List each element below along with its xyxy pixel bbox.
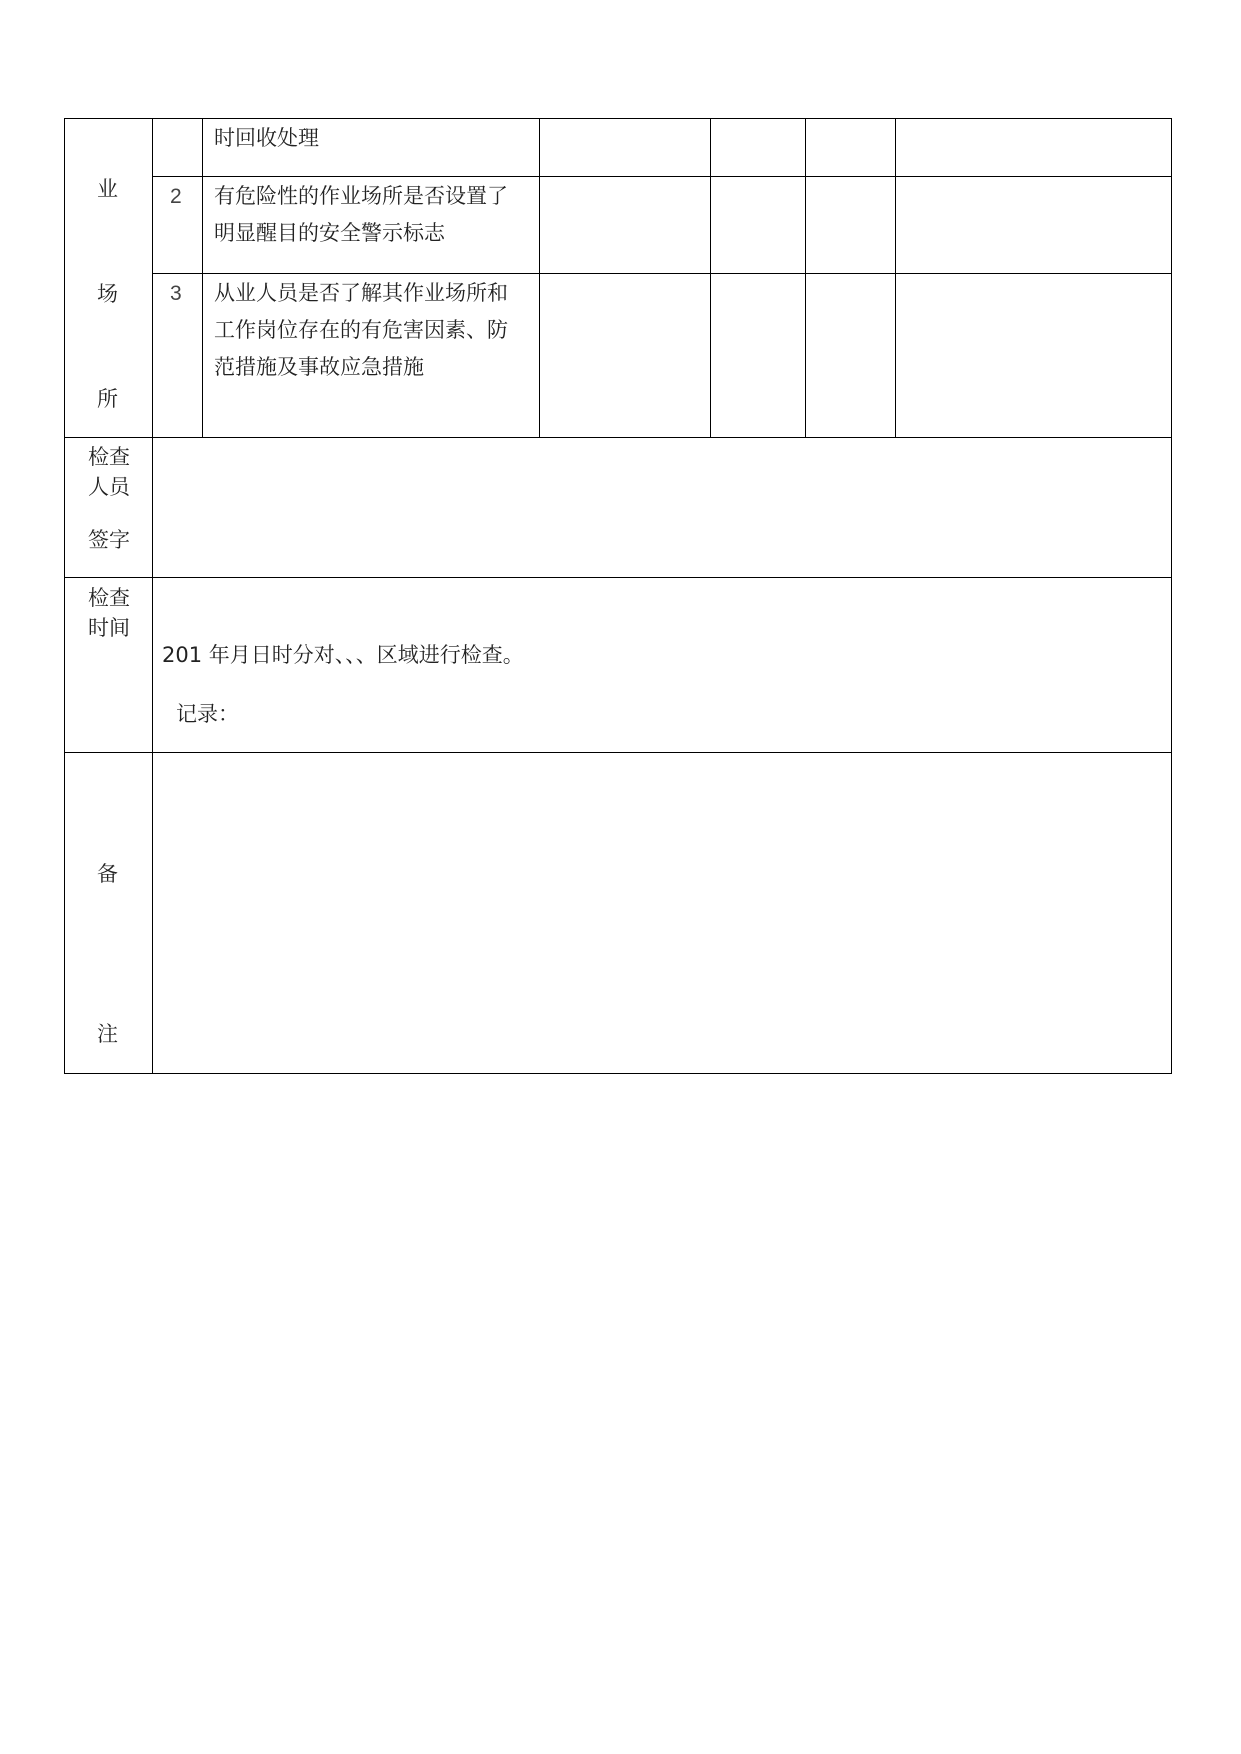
item-text-line: 明显醒目的安全警示标志: [214, 221, 445, 245]
item-text-line: 范措施及事故应急措施: [214, 355, 424, 379]
item-text-line: 工作岗位存在的有危害因素、防: [214, 318, 508, 342]
section-label-char: 业: [97, 177, 118, 201]
inspector-label-line: 签字: [88, 528, 130, 552]
table-divider: [805, 118, 806, 438]
table-divider: [152, 118, 153, 1074]
table-divider: [152, 273, 1172, 274]
inspection-time-text: 201 年月日时分对、、、区域进行检查。: [162, 643, 524, 667]
remarks-label-char: 备: [97, 862, 118, 886]
item-text-line: 时回收处理: [214, 126, 319, 150]
item-text-line: 从业人员是否了解其作业场所和: [214, 281, 508, 305]
row-number: 2: [170, 185, 182, 208]
table-divider: [539, 118, 540, 438]
inspector-signature-area[interactable]: [154, 439, 1170, 576]
inspector-label-line: 检查: [88, 445, 130, 469]
remarks-area[interactable]: [154, 754, 1170, 1072]
table-divider: [64, 577, 1172, 578]
table-divider: [64, 752, 1172, 753]
time-label-line: 时间: [88, 616, 130, 640]
time-label-line: 检查: [88, 586, 130, 610]
table-divider: [202, 118, 203, 438]
table-divider: [710, 118, 711, 438]
row-number: 3: [170, 282, 182, 305]
inspector-label-line: 人员: [88, 475, 130, 499]
table-divider: [64, 437, 1172, 438]
table-divider: [895, 118, 896, 438]
section-label-char: 场: [97, 282, 118, 306]
record-label: 记录：: [176, 702, 239, 726]
item-text-line: 有危险性的作业场所是否设置了: [214, 184, 508, 208]
remarks-label-char: 注: [97, 1022, 118, 1046]
table-divider: [152, 176, 1172, 177]
section-label-char: 所: [97, 387, 118, 411]
